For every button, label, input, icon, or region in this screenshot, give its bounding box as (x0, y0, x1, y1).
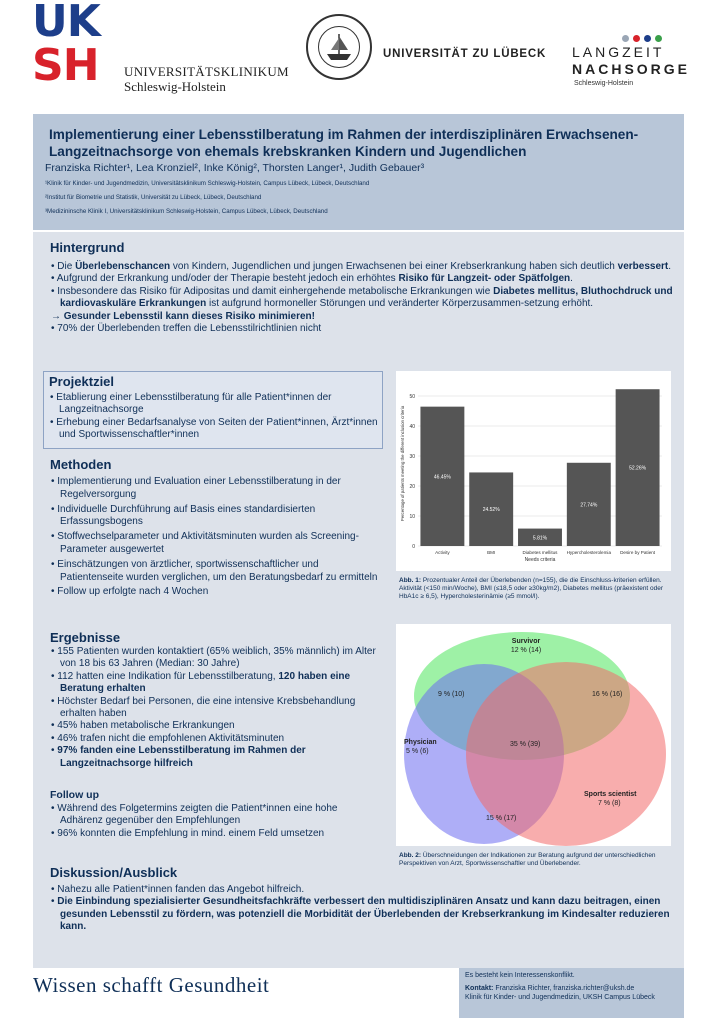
list-item: • Erhebung einer Bedarfsanalyse von Seiten der Patient*innen, Ärzt*innen und Sportwissenschaftler*innen (49, 417, 379, 442)
langzeit-logo-line1: LANGZEIT (572, 44, 665, 60)
projektziel-heading: Projektziel (49, 374, 115, 389)
venn-caption: Abb. 2: Überschneidungen der Indikationen zur Beratung aufgrund der unterschiedlichen Perspektiven von Arzt, Sportwissenschaftler und Überlebender. (399, 852, 656, 867)
venn-overlap-physician-sports: 15 % (17) (486, 815, 517, 822)
y-axis-label: Percentage of patients meeting the different inclusion criteria (400, 405, 405, 522)
list-item: • 45% haben metabolische Erkrankungen (50, 720, 380, 732)
logo-dot (644, 35, 651, 42)
projektziel-list (49, 392, 379, 442)
venn-overlap-all: 35 % (39) (510, 741, 541, 748)
list-item: • Etablierung einer Lebensstilberatung für alle Patient*innen der Langzeitnachsorge (49, 392, 379, 417)
venn-label-physician: Physician (404, 739, 437, 746)
x-tick-label: BMI (487, 550, 496, 555)
uksh-logo: UK SH (32, 0, 100, 91)
ergebnisse-heading: Ergebnisse (50, 630, 121, 645)
y-tick-label: 30 (409, 454, 415, 460)
poster-header (0, 0, 724, 112)
bar-data-label: 5.81% (532, 535, 548, 542)
contact-line: Kontakt: Franziska Richter, franziska.richter@uksh.de (465, 985, 635, 992)
hintergrund-text (50, 261, 678, 335)
list-item: • Individuelle Durchführung auf Basis eines standardisierten Erfassungsbogens (50, 504, 380, 530)
list-item: • Die Überlebenschancen von Kindern, Jugendlichen und jungen Erwachsenen bei einer Krebserkrankung haben sich deutlich verbessert. (50, 261, 678, 273)
venn-label-sports-scientist: Sports scientist (584, 791, 637, 798)
affiliation-3: ³Medizininsche Klinik I, Universitätsklinikum Schleswig-Holstein, Campus Lübeck, Lübeck, Deutschland (45, 208, 328, 215)
list-item: • 96% konnten die Empfehlung in mind. einem Feld umsetzen (50, 828, 380, 840)
bar-data-label: 52.26% (629, 465, 647, 472)
list-item: • 155 Patienten wurden kontaktiert (65% weiblich, 35% männlich) im Alter von 18 bis 63 Jahren (Median: 30 Jahre) (50, 646, 380, 671)
hintergrund-heading: Hintergrund (50, 240, 125, 255)
ergebnisse-list (50, 646, 380, 770)
venn-value-sports-scientist: 7 % (8) (598, 800, 621, 807)
y-tick-label: 10 (409, 514, 415, 520)
university-seal-logo (306, 14, 372, 80)
list-item: • Höchster Bedarf bei Personen, die eine intensive Krebsbehandlung erhalten haben (50, 696, 380, 721)
x-tick-label: Desire by Patient (620, 550, 656, 555)
title-block (33, 114, 684, 230)
bar-chart (396, 371, 671, 571)
y-tick-label: 40 (409, 424, 415, 430)
list-item: • 112 hatten eine Indikation für Lebensstilberatung, 120 haben eine Beratung erhalten (50, 671, 380, 696)
uksh-name: UNIVERSITÄTSKLINIKUM Schleswig-Holstein (124, 64, 289, 94)
list-item: • Follow up erfolgte nach 4 Wochen (50, 586, 380, 599)
bar-data-label: 24.52% (482, 507, 500, 514)
list-item: • Die Einbindung spezialisierter Gesundheitsfachkräfte verbessert den multidisziplinären Ansatz und kann dazu beitragen, einen gesunden Lebensstil zu fördern, was potenziell die Morbidität der Überlebenden der Krebserkrankung im Kindesalter reduzieren kann. (50, 896, 678, 933)
list-item: • 70% der Überlebenden treffen die Lebensstilrichtlinien nicht (50, 323, 678, 335)
university-name: UNIVERSITÄT ZU LÜBECK (383, 48, 547, 60)
bar-chart-svg (396, 371, 671, 571)
y-tick-label: 20 (409, 484, 415, 490)
venn-overlap-survivor-physician: 9 % (10) (438, 691, 465, 698)
venn-value-physician: 5 % (6) (406, 748, 429, 755)
diskussion-heading: Diskussion/Ausblick (50, 865, 178, 880)
y-tick-label: 0 (412, 544, 415, 550)
authors: Franziska Richter¹, Lea Kronziel², Inke König², Thorsten Langer¹, Judith Gebauer³ (45, 162, 425, 174)
list-item: • 97% fanden eine Lebensstilberatung im Rahmen der Langzeitnachsorge hilfreich (50, 745, 380, 770)
chart-caption: Abb. 1: Prozentualer Anteil der Überlebenden (n=155), die die Einschluss-kriterien erfüllen. Aktivität (<150 min/Woche), BMI (≤18,5 oder ≥30kg/m2), Diabetes mellitus (präexistent oder HbA1c ≥ 6,5), Hypercholesterinämie (≥5 mmol/l). (399, 577, 664, 600)
seal-ship-icon (306, 14, 372, 80)
footer-contact-box (459, 968, 684, 1018)
bar-data-label: 27.74% (580, 502, 598, 509)
langzeit-logo-line2: NACHSORGE (572, 61, 691, 77)
conflict-statement: Es besteht kein Interessenskonflikt. (465, 972, 575, 979)
venn-diagram (396, 624, 671, 846)
affiliation-1: ¹Klinik für Kinder- und Jugendmedizin, Universitätsklinikum Schleswig-Holstein, Campus Lübeck, Lübeck, Deutschland (45, 180, 370, 187)
list-item: • Einschätzungen von ärztlicher, sportwissenschaftlicher und Patientenseite wurden verglichen, um den Beratungsbedarf zu ermitteln (50, 559, 380, 585)
list-item: • 46% trafen nicht die empfohlenen Aktivitätsminuten (50, 733, 380, 745)
followup-list (50, 803, 380, 840)
list-item: • Aufgrund der Erkrankung und/oder der Therapie besteht jedoch ein erhöhtes Risiko für Langzeit- oder Spätfolgen. (50, 273, 678, 285)
list-item: → Gesunder Lebensstil kann dieses Risiko minimieren! (50, 311, 678, 323)
venn-overlap-survivor-sports: 16 % (16) (592, 691, 623, 698)
venn-value-survivor: 12 % (14) (510, 647, 542, 654)
venn-label-survivor: Survivor (511, 638, 541, 645)
y-tick-label: 50 (409, 394, 415, 400)
contact-line2: Klinik für Kinder- und Jugendmedizin, UKSH Campus Lübeck (465, 994, 655, 1001)
logo-dot (655, 35, 662, 42)
affiliation-2: ²Institut für Biometrie und Statistik, Universität zu Lübeck, Lübeck, Deutschland (45, 194, 262, 201)
x-tick-label: Hypercholesterolemia (566, 550, 612, 555)
followup-heading: Follow up (50, 789, 99, 801)
langzeit-logo-line3: Schleswig-Holstein (574, 80, 634, 87)
footer-slogan: Wissen schafft Gesundheit (33, 973, 270, 997)
x-axis-label: Needs criteria (524, 557, 556, 563)
x-tick-label: Diabetes mellitus (522, 550, 558, 555)
x-tick-label: Activity (435, 550, 450, 555)
methoden-list (50, 476, 380, 599)
methoden-heading: Methoden (50, 457, 112, 472)
logo-dot (622, 35, 629, 42)
bar-data-label: 46.45% (433, 474, 451, 481)
diskussion-list (50, 884, 678, 934)
list-item: • Implementierung und Evaluation einer Lebensstilberatung in der Regelversorgung (50, 476, 380, 502)
list-item: • Nahezu alle Patient*innen fanden das Angebot hilfreich. (50, 884, 678, 896)
list-item: • Stoffwechselparameter und Aktivitätsminuten wurden als Screening-Parameter ausgewertet (50, 531, 380, 557)
list-item: • Während des Folgetermins zeigten die Patient*innen eine hohe Adhärenz gegenüber den Empfehlungen (50, 803, 380, 828)
logo-dot (633, 35, 640, 42)
list-item: • Insbesondere das Risiko für Adipositas und damit einhergehende metabolische Erkrankungen wie Diabetes mellitus, Bluthochdruck und kardiovaskuläre Erkrankungen ist aufgrund hormoneller Störungen und veränderter Körperzusammen-setzung erhöht. (50, 286, 678, 311)
venn-svg (396, 624, 671, 846)
poster-title: Implementierung einer Lebensstilberatung im Rahmen der interdisziplinären Erwachsenen-Langzeitnachsorge von ehemals krebskranken Kindern und Jugendlichen (49, 127, 639, 159)
